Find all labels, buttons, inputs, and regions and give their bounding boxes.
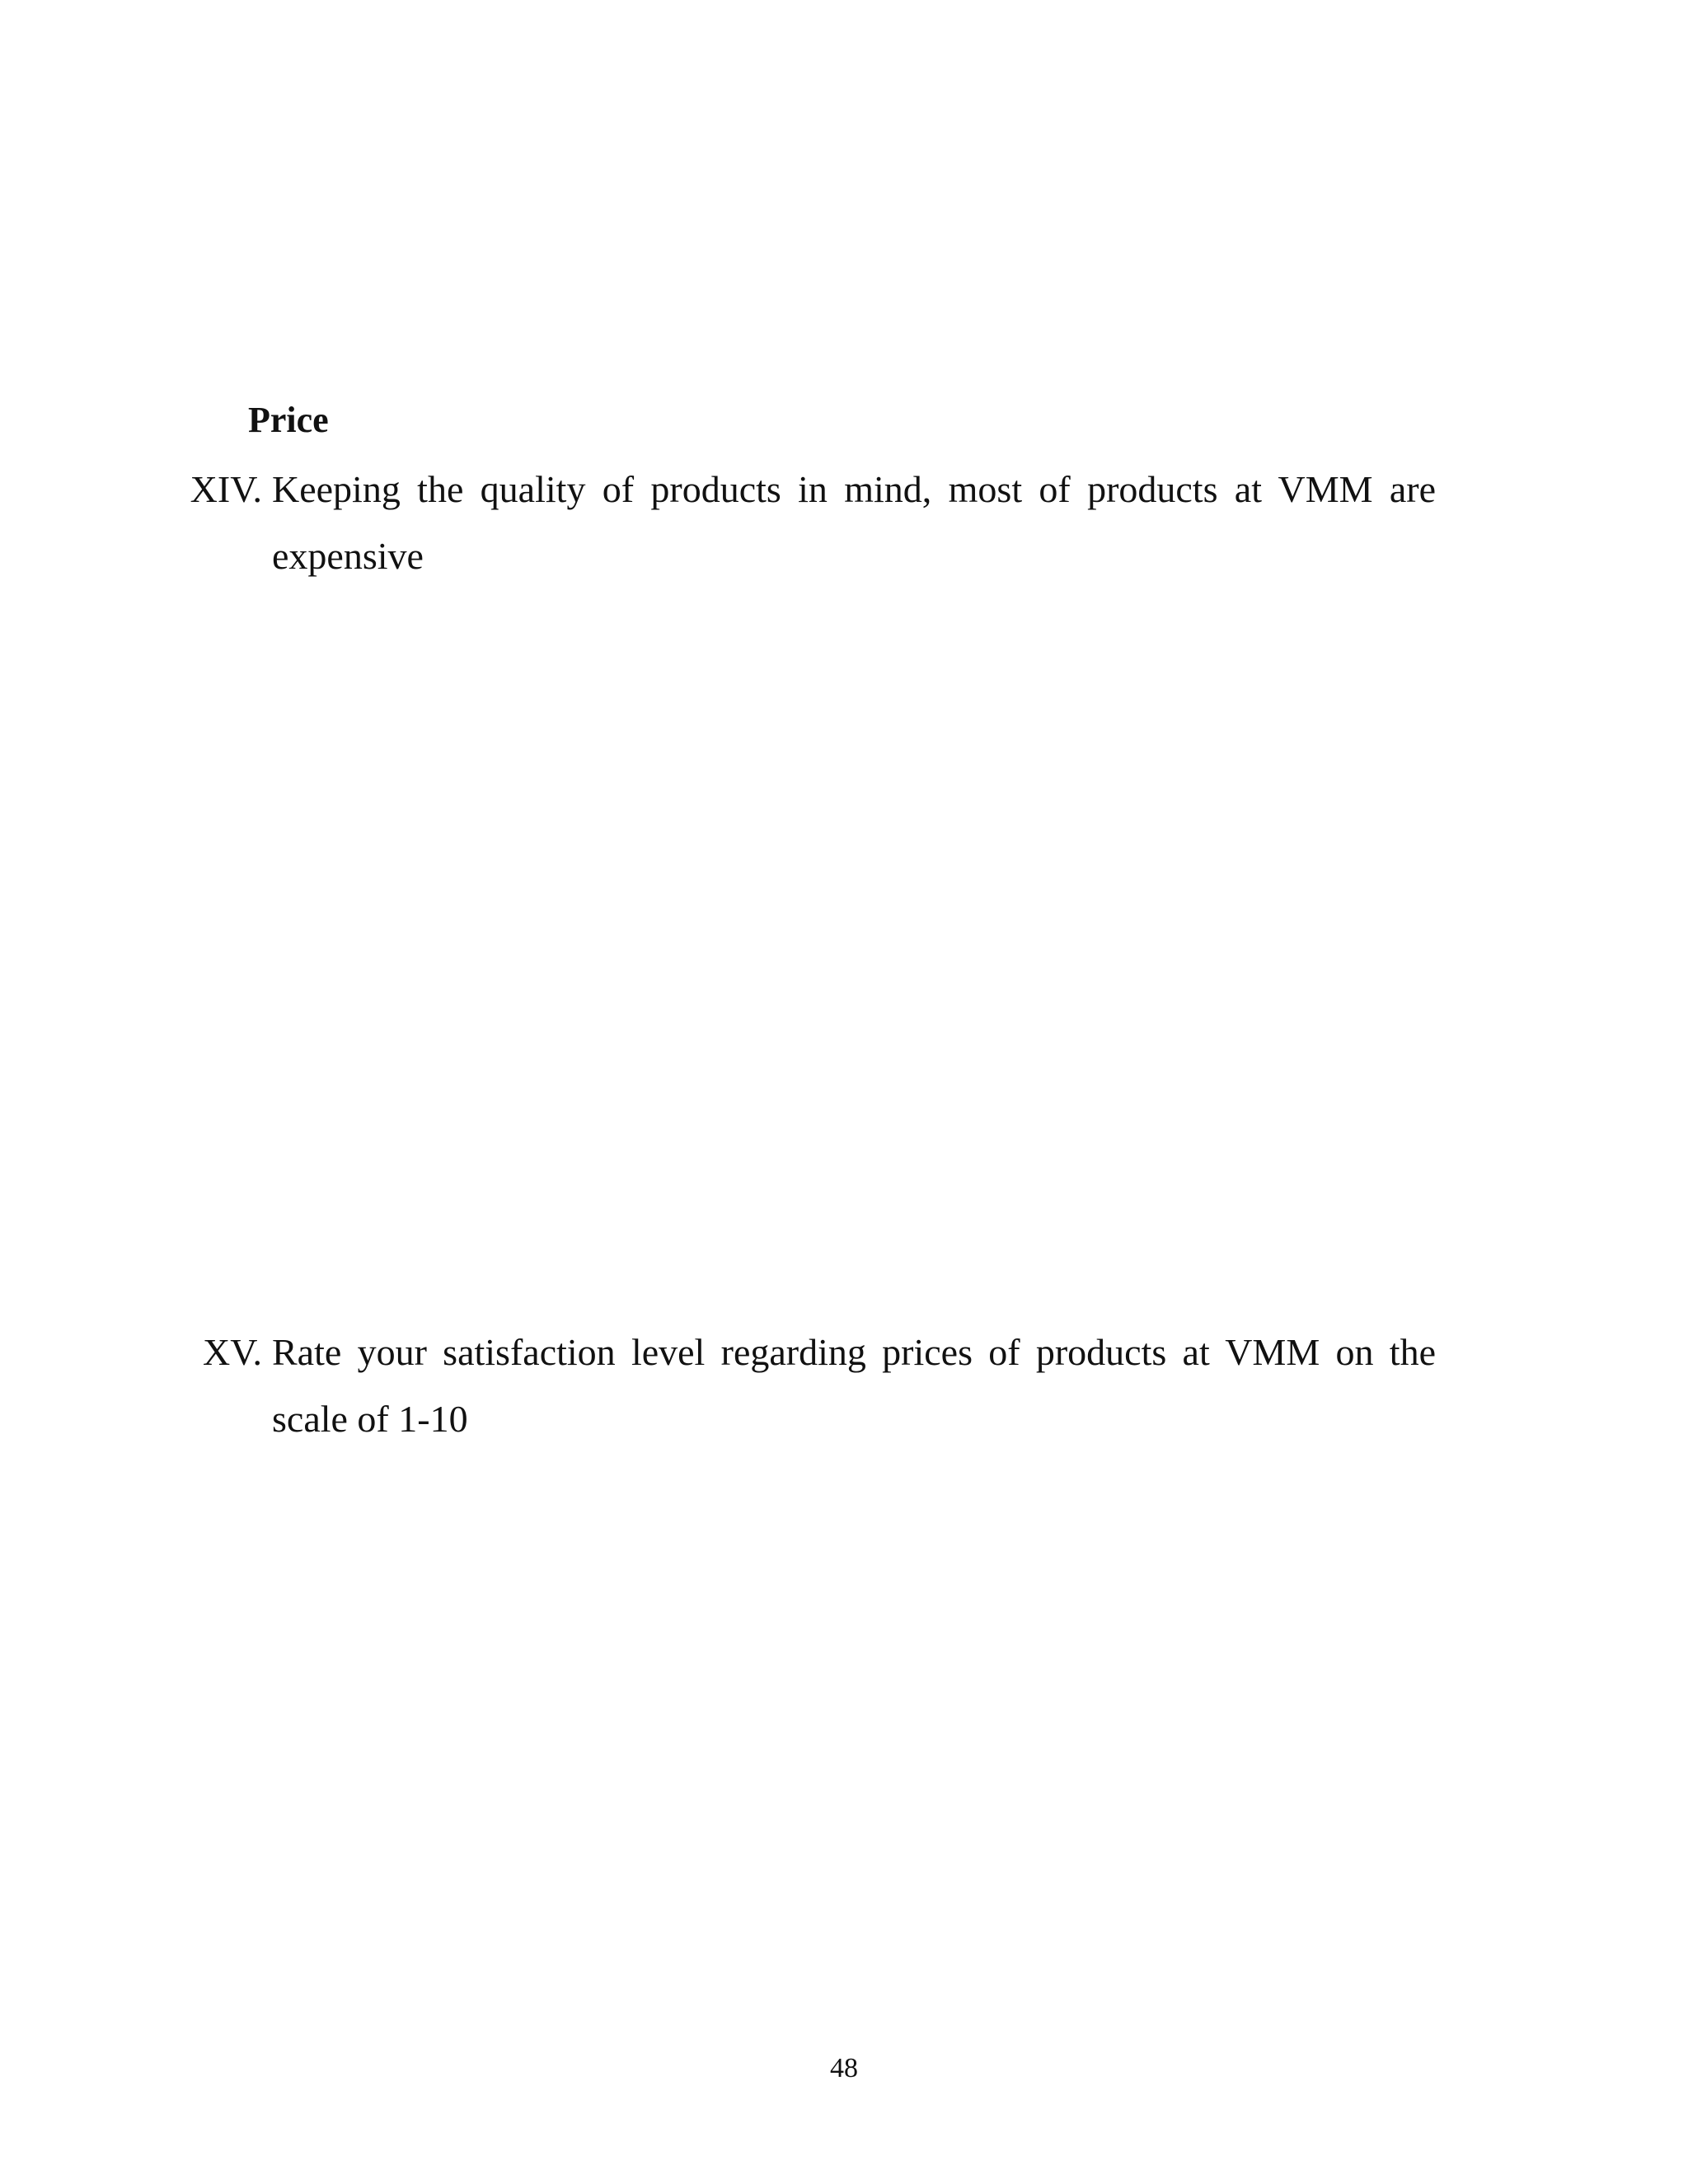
section-heading-price: Price (248, 400, 329, 440)
question-number: XV. (202, 1331, 262, 1373)
question-number: XIV. (190, 468, 262, 510)
question-xv (165, 1319, 1436, 1452)
question-text: Rate your satisfaction level regarding prices of products at VMM on the scale of 1-10 (272, 1331, 1436, 1440)
question-xiv (165, 456, 1436, 589)
question-text: Keeping the quality of products in mind, most of products at VMM are expensive (272, 468, 1436, 577)
page-number: 48 (830, 2053, 858, 2083)
